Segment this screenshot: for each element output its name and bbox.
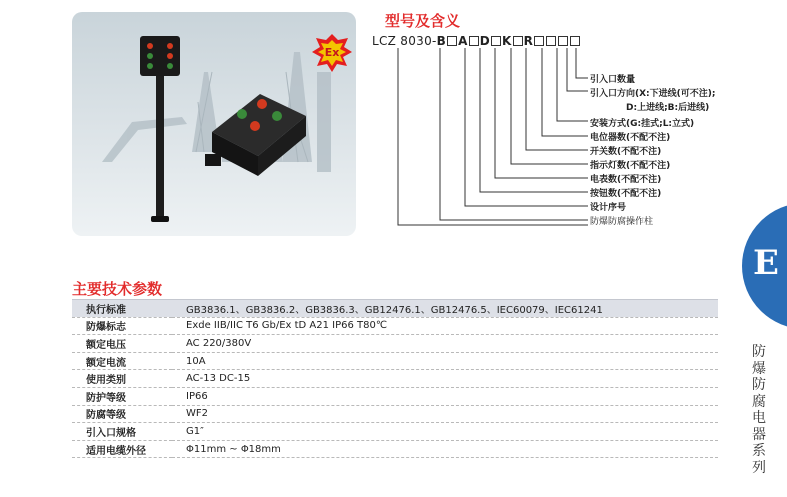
spec-value: IP66 [172, 387, 718, 405]
spec-table [72, 299, 718, 458]
code-box [513, 36, 523, 46]
spec-value: AC 220/380V [172, 335, 718, 353]
code-letter-r: R [523, 34, 534, 48]
code-box [558, 36, 568, 46]
series-char: 系 [752, 443, 766, 459]
spec-label: 执行标准 [72, 300, 172, 318]
product-photo [72, 12, 356, 236]
spec-label: 防护等级 [72, 387, 172, 405]
code-box [469, 36, 479, 46]
table-row [72, 352, 718, 370]
spec-section-title: 主要技术参数 [72, 280, 163, 298]
code-box [447, 36, 457, 46]
code-box [491, 36, 501, 46]
series-char: 列 [752, 459, 766, 476]
meaning-inlet-direction-cont: D:上进线;B:后进线) [626, 103, 710, 113]
spec-value: Φ11mm ~ Φ18mm [172, 440, 718, 458]
code-box [534, 36, 544, 46]
model-code [372, 34, 581, 48]
ex-badge [312, 34, 352, 72]
table-row [72, 387, 718, 405]
spec-label: 防爆标志 [72, 317, 172, 335]
spec-value: GB3836.1、GB3836.2、GB3836.3、GB12476.1、GB12476.5、IEC60079、IEC61241 [172, 300, 718, 318]
meaning-design-no: 设计序号 [590, 203, 627, 213]
code-letter-a: A [458, 34, 468, 48]
meaning-inlet-direction: 引入口方向(X:下进线(可不注); [590, 89, 716, 99]
spec-label: 使用类别 [72, 370, 172, 388]
code-letter-d: D [479, 34, 490, 48]
table-row [72, 300, 718, 318]
meaning-meter: 电表数(不配不注) [590, 175, 662, 185]
spec-value: AC-13 DC-15 [172, 370, 718, 388]
series-char: 器 [752, 426, 766, 443]
meaning-button: 按钮数(不配不注) [590, 189, 662, 199]
meaning-potentiometer: 电位器数(不配不注) [590, 133, 671, 143]
series-char: 防 [752, 344, 766, 360]
spec-label: 防腐等级 [72, 405, 172, 423]
meaning-product-name: 防爆防腐操作柱 [590, 217, 654, 227]
code-letter-b: B [436, 34, 447, 48]
table-row [72, 317, 718, 335]
code-leader-lines [380, 48, 610, 228]
section-letter: E [753, 243, 779, 283]
table-row [72, 335, 718, 353]
code-box [570, 36, 580, 46]
table-row [72, 423, 718, 441]
series-char: 爆 [752, 360, 766, 377]
spec-label: 适用电缆外径 [72, 440, 172, 458]
spec-value: G1″ [172, 423, 718, 441]
meaning-indicator: 指示灯数(不配不注) [590, 161, 671, 171]
table-row [72, 440, 718, 458]
spec-value: Exde IIB/IIC T6 Gb/Ex tD A21 IP66 T80℃ [172, 317, 718, 335]
table-row [72, 370, 718, 388]
code-box [546, 36, 556, 46]
code-letter-k: K [501, 34, 512, 48]
meaning-inlet-count: 引入口数量 [590, 75, 636, 85]
product-illustration [72, 12, 356, 236]
table-row [72, 405, 718, 423]
spec-label: 额定电压 [72, 335, 172, 353]
series-char: 腐 [752, 393, 766, 410]
spec-label: 引入口规格 [72, 423, 172, 441]
spec-value: WF2 [172, 405, 718, 423]
series-char: 防 [752, 377, 766, 393]
meaning-install-method: 安装方式(G:挂式;L:立式) [590, 119, 695, 129]
spec-label: 额定电流 [72, 352, 172, 370]
spec-value: 10A [172, 352, 718, 370]
series-char: 电 [752, 410, 766, 426]
model-code-prefix: LCZ 8030- [372, 34, 437, 48]
series-label [752, 344, 766, 476]
model-section-title: 型号及含义 [385, 12, 461, 30]
svg-text:Ex: Ex [324, 46, 340, 59]
meaning-switch: 开关数(不配不注) [590, 147, 662, 157]
